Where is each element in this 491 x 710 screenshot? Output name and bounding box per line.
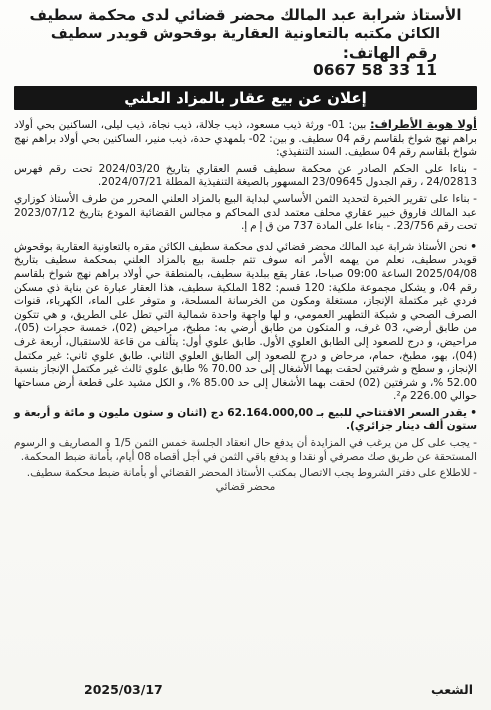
judgment-basis: - بناءا على الحكم الصادر عن محكمة سطيف قسم العقاري بتاريخ 2024/03/20 تحت رقم فهرس 24/02813 ، رقم الجدول 23/09645 المسهور بالصيغة التنفيذية المطلة 2024/07/21. [14,162,477,189]
bailiff-name-line: الأستاذ شرابة عبد المالك محضر قضائي لدى محكمة سطيف [29,6,462,24]
expert-report-basis: - بناءا على تقرير الخبرة لتحديد الثمن الأساسي لبداية البيع بالمزاد العلني المحرر من طرف الأستاذ كوزاري عبد المالك فاروق خبير عقاري محلف معتمد لدى المحاكم و مجالس القضائية المودع بتاريخ 2023/07/12 تحت رقم 23/756. - بناءا على المادة 737 من ق إ م إ. [14,192,477,233]
opening-price-text: يقدر السعر الافتتاحي للبيع بـ 62.164.000,00 دج (اثنان و ستون مليون و مائة و أربعة و ستون ألف دينار جزائري). [14,406,477,433]
announcement-text: نحن الأستاذ شرابة عبد المالك محضر قضائي لدى محكمة سطيف الكائن مقره بالتعاونية العقارية بوقحوش قويدر سطيف، نعلم من يهمه الأمر انه سوف تتم جلسة بيع بالمزاد العلني بمحكمة سطيف بتاريخ 2025/04/08 الساعة 09:00 صباحا، عقار يقع ببلدية سطيف، بالمنطقة حي أولاد براهم نهج شواخ بلقاسم رقم 04، و يشكل مجموعة ملكية: 120 قسم: 182 الملكية سطيف، هذا العقار عبارة عن بناية ذي مسكن فردي غير مكتملة الإنجاز، مستغلة ومكون من الخرسانة المسلحة، و متوفر على الماء، الكهرباء، قنوات الصرف الصحي و شبكة التطهير العمومي، و لها واجهة واحدة شمالية التي تطل على الطريق، و هي تتكون من طابق أرضي، 03 غرف، و المتكون من طابق أرضي به: مطبخ، مراحيض (02)، خمسة حجرات (05)، مراحيض، و درج للصعود إلى الطابق العلوي الأول. طابق علوي أول: يتألف من قاعة للاستقبال، أربعة غرف (04)، بهو، مطبخ، حمام، مرحاض و درج للصعود إلى الطابق العلوي الثاني. طابق علوي ثاني: غير مكتمل الإنجاز، و سطح و شرفتين لحقت بهما الأشغال إلى حد 70.00 % طابق علوي ثالث غير مكتمل الإنجاز بنسبة 52.00 %، و شرفتين (02) لحقت بهما الأشغال إلى حد 85.00 %، و الكل مشيد على قطعة أرض مساحتها حوالي 226.00 م². [14,240,478,403]
bullet-icon: • [470,240,477,253]
newspaper-name: الشعب [431,682,473,697]
phone-label: رقم الهاتف: [342,44,437,62]
parties-title: أولا هوية الأطراف: [369,117,477,131]
notice-title-banner: إعلان عن بيع عقار بالمزاد العلني [14,86,477,110]
specifications-note: - للاطلاع على دفتر الشروط يجب الاتصال بمكتب الأستاذ المحضر القضائي أو بأمانة ضبط محكمة سطيف. [26,467,477,480]
payment-conditions: - يجب على كل من يرغب في المزايدة أن يدفع حال انعقاد الجلسة خمس الثمن 1/5 و المصاريف و الرسوم المستحقة عن طريق صك مصرفي أو نقدا و يدفع باقي الثمن في أجل أقصاه 08 أيام، بأمانة ضبط المحكمة. [14,437,477,463]
opening-price [14,407,477,434]
publication-footer [14,682,477,700]
publication-date: 2025/03/17 [84,682,163,697]
office-address-line: الكائن مكتبه بالتعاونية العقارية بوقحوش قويدر سطيف [50,26,441,42]
phone-number: 0667 58 33 11 [312,61,437,79]
signature-line: محضر قضائي [215,480,276,493]
bullet-icon: • [470,406,477,419]
parties-section [14,118,477,160]
parties-text: بين: 01- ورثة ذيب مسعود، ذيب جلالة، ذيب نجاة، ذيب ليلى، الساكنين بحي أولاد براهم نهج شواخ بلقاسم رقم 04 سطيف. و بين: 02- بلمهدي حدة، ذيب منير، الساكنين بحي أولاد براهم نهج شواخ بلقاسم رقم 04 سطيف. السند التنفيذي: [14,119,477,159]
auction-announcement [14,241,477,404]
